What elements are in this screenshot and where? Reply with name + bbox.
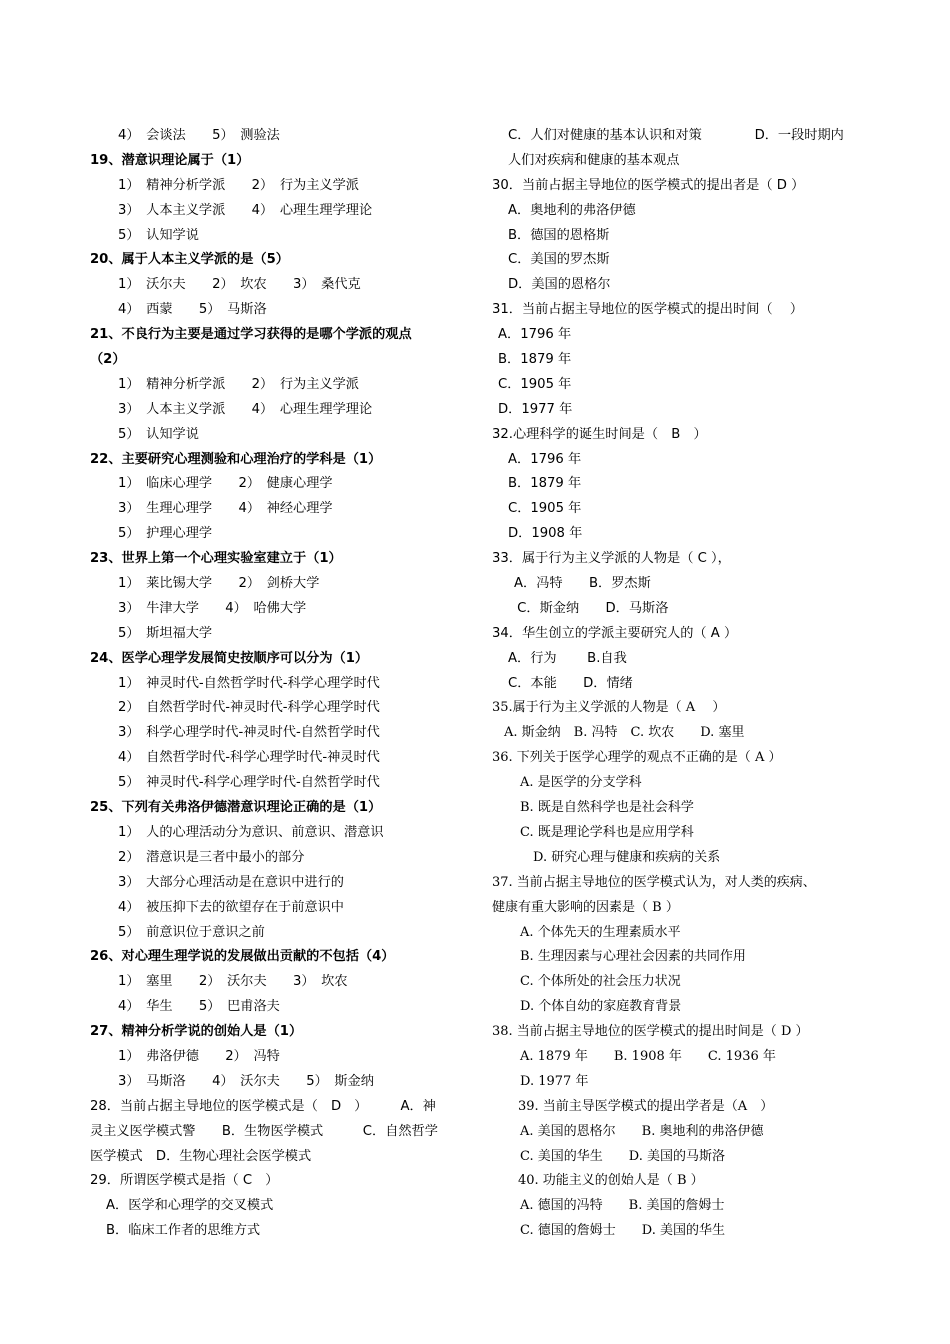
left-column	[90, 124, 470, 1244]
right-line-10: C．1905 年	[498, 376, 572, 392]
right-line-41: C. 美国的华生 D. 美国的马斯洛	[520, 1148, 725, 1164]
right-line-19: C．斯金纳 D．马斯洛	[504, 600, 669, 616]
left-line-0: 4） 会谈法 5） 测验法	[118, 128, 280, 143]
left-line-9: （2）	[90, 352, 126, 368]
right-line-25: 36. 下列关于医学心理学的观点不正确的是（ A ）	[492, 750, 782, 766]
left-line-23: 2） 自然哲学时代-神灵时代-科学心理学时代	[118, 700, 380, 716]
left-line-36: 27、精神分析学说的创始人是（1）	[90, 1024, 303, 1040]
left-line-33: 26、对心理生理学说的发展做出贡献的不包括（4）	[90, 949, 395, 965]
left-line-22: 1） 神灵时代-自然哲学时代-科学心理学时代	[118, 675, 380, 691]
left-line-18: 1） 莱比锡大学 2） 剑桥大学	[118, 576, 320, 592]
right-line-7: 31．当前占据主导地位的医学模式的提出时间（ ）	[492, 302, 804, 318]
right-line-28: C. 既是理论学科也是应用学科	[520, 824, 694, 840]
right-line-15: C．1905 年	[508, 501, 582, 517]
right-line-30: 37. 当前占据主导地位的医学模式认为，对人类的疾病、	[492, 874, 816, 890]
left-line-15: 3） 生理心理学 4） 神经心理学	[118, 501, 333, 517]
left-line-35: 4） 华生 5） 巴甫洛夫	[118, 999, 280, 1015]
right-line-12: 32.心理科学的诞生时间是（ B ）	[492, 426, 707, 442]
right-line-43: A. 德国的冯特 B. 美国的詹姆士	[520, 1198, 725, 1214]
left-line-31: 4） 被压抑下去的欲望存在于前意识中	[118, 899, 344, 915]
right-column	[492, 124, 872, 1244]
left-line-3: 3） 人本主义学派 4） 心理生理学理论	[118, 202, 373, 218]
left-line-16: 5） 护理心理学	[118, 526, 213, 542]
right-line-44: C. 德国的詹姆士 D. 美国的华生	[520, 1223, 725, 1239]
left-line-27: 25、下列有关弗洛伊德潜意识理论正确的是（1）	[90, 800, 382, 816]
left-line-14: 1） 临床心理学 2） 健康心理学	[118, 476, 333, 492]
right-line-32: A. 个体先天的生理素质水平	[520, 924, 681, 940]
right-line-34: C. 个体所处的社会压力状况	[520, 974, 681, 990]
left-line-39: 28．当前占据主导地位的医学模式是（ D ） A．神	[90, 1098, 436, 1114]
right-line-35: D. 个体自幼的家庭教育背景	[520, 999, 682, 1015]
right-line-40: A. 美国的恩格尔 B. 奥地利的弗洛伊德	[520, 1123, 764, 1139]
right-line-33: B. 生理因素与心理社会因素的共同作用	[520, 949, 746, 965]
right-line-6: D．美国的恩格尔	[508, 277, 611, 293]
left-line-4: 5） 认知学说	[118, 227, 199, 243]
left-line-11: 3） 人本主义学派 4） 心理生理学理论	[118, 401, 373, 417]
left-line-28: 1） 人的心理活动分为意识、前意识、潜意识	[118, 824, 384, 840]
left-line-34: 1） 塞里 2） 沃尔夫 3） 坎农	[118, 974, 348, 990]
left-line-30: 3） 大部分心理活动是在意识中进行的	[118, 874, 344, 890]
left-line-26: 5） 神灵时代-科学心理学时代-自然哲学时代	[118, 775, 380, 791]
left-line-5: 20、属于人本主义学派的是（5）	[90, 252, 289, 268]
right-line-17: 33．属于行为主义学派的人物是（ C ），	[492, 551, 731, 567]
right-line-37: A. 1879 年 B. 1908 年 C. 1936 年	[520, 1048, 776, 1064]
left-line-7: 4） 西蒙 5） 马斯洛	[118, 302, 267, 318]
left-line-12: 5） 认知学说	[118, 426, 199, 442]
right-line-20: 34．华生创立的学派主要研究人的（ A ）	[492, 625, 738, 641]
right-line-36: 38. 当前占据主导地位的医学模式的提出时间是（ D ）	[492, 1024, 809, 1040]
right-line-24: A. 斯金纳 B. 冯特 C. 坎农 D. 塞里	[504, 725, 745, 741]
left-line-25: 4） 自然哲学时代-科学心理学时代-神灵时代	[118, 750, 380, 766]
left-line-21: 24、医学心理学发展简史按顺序可以分为（1）	[90, 650, 369, 666]
left-line-1: 19、潜意识理论属于（1）	[90, 152, 250, 168]
right-line-4: B．德国的恩格斯	[508, 227, 610, 243]
left-line-42: 29．所谓医学模式是指（ C ）	[90, 1173, 279, 1189]
left-line-13: 22、主要研究心理测验和心理治疗的学科是（1）	[90, 451, 382, 467]
right-line-22: C．本能 D．情绪	[508, 675, 633, 691]
left-line-8: 21、不良行为主要是通过学习获得的是哪个学派的观点	[90, 327, 412, 343]
right-line-9: B．1879 年	[498, 352, 572, 368]
left-line-20: 5） 斯坦福大学	[118, 625, 213, 641]
right-line-23: 35.属于行为主义学派的人物是（ A ）	[492, 700, 726, 716]
left-line-17: 23、世界上第一个心理实验室建立于（1）	[90, 551, 342, 567]
right-line-14: B．1879 年	[508, 476, 582, 492]
right-line-0: C．人们对健康的基本认识和对策 D．一段时期内	[508, 128, 844, 143]
right-line-38: D. 1977 年	[520, 1073, 589, 1089]
right-line-29: D. 研究心理与健康和疾病的关系	[520, 849, 721, 865]
left-line-19: 3） 牛津大学 4） 哈佛大学	[118, 600, 307, 616]
right-line-3: A．奥地利的弗洛伊德	[508, 202, 636, 218]
right-line-1: 人们对疾病和健康的基本观点	[508, 152, 680, 168]
left-line-40: 灵主义医学模式警 B．生物医学模式 C．自然哲学	[90, 1123, 438, 1139]
left-line-44: B．临床工作者的思维方式	[106, 1223, 261, 1239]
right-line-11: D．1977 年	[498, 401, 573, 417]
right-line-42: 40. 功能主义的创始人是（ B ）	[492, 1173, 704, 1189]
right-line-31: 健康有重大影响的因素是（ B ）	[492, 899, 679, 915]
right-line-5: C．美国的罗杰斯	[508, 252, 610, 268]
right-line-18: A．冯特 B．罗杰斯	[514, 576, 651, 592]
left-line-37: 1） 弗洛伊德 2） 冯特	[118, 1048, 280, 1064]
right-line-16: D．1908 年	[508, 526, 583, 542]
left-line-10: 1） 精神分析学派 2） 行为主义学派	[118, 376, 359, 392]
left-line-6: 1） 沃尔夫 2） 坎农 3） 桑代克	[118, 277, 361, 293]
right-line-8: A．1796 年	[498, 327, 572, 343]
right-line-21: A．行为 B.自我	[508, 650, 627, 666]
right-line-2: 30．当前占据主导地位的医学模式的提出者是（ D ）	[492, 177, 805, 193]
left-line-41: 医学模式 D．生物心理社会医学模式	[90, 1148, 312, 1164]
right-line-27: B. 既是自然科学也是社会科学	[520, 800, 694, 816]
left-line-24: 3） 科学心理学时代-神灵时代-自然哲学时代	[118, 725, 380, 741]
left-line-29: 2） 潜意识是三者中最小的部分	[118, 849, 305, 865]
right-line-26: A. 是医学的分支学科	[520, 775, 642, 791]
right-line-39: 39. 当前主导医学模式的提出学者是（A ）	[492, 1098, 774, 1114]
left-line-32: 5） 前意识位于意识之前	[118, 924, 265, 940]
right-line-13: A．1796 年	[508, 451, 582, 467]
left-line-43: A．医学和心理学的交叉模式	[106, 1198, 274, 1214]
left-line-2: 1） 精神分析学派 2） 行为主义学派	[118, 177, 359, 193]
left-line-38: 3） 马斯洛 4） 沃尔夫 5） 斯金纳	[118, 1073, 374, 1089]
